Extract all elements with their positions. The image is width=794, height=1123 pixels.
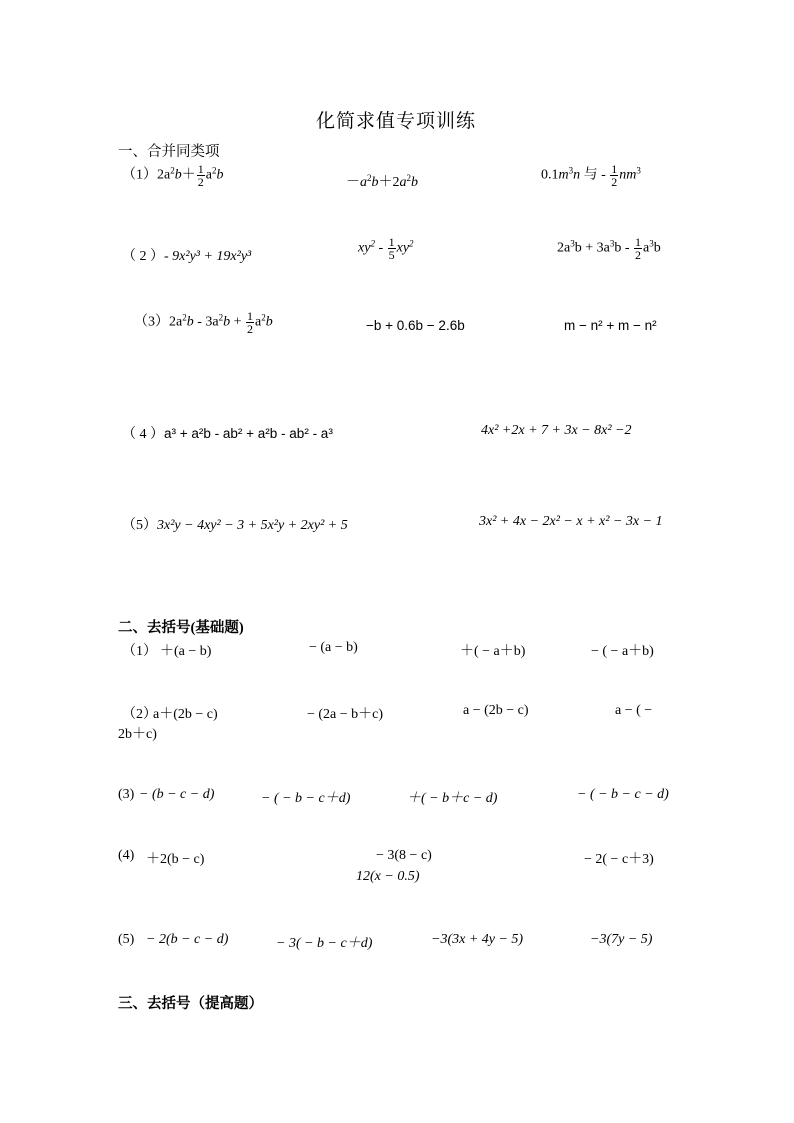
problem-b1-1: ＋(a − b) — [160, 644, 212, 659]
problem-b1-label: （1） — [122, 644, 157, 659]
problem-b1-3: ＋( − a＋b) — [460, 644, 526, 659]
problem-b2-4: a − ( − — [615, 703, 653, 718]
problem-b3-4: − ( − b − c − d) — [577, 787, 669, 802]
problem-b2-1: a＋(2b − c) — [153, 707, 218, 722]
problem-b5-3: −3(3x + 4y − 5) — [431, 932, 524, 947]
problem-1-3: $0.1m^3n$ 与 - $\frac{1}{2}$ $nm^3$ — [541, 162, 641, 189]
problem-b3-3: ＋( − b＋c − d) — [407, 791, 498, 806]
problem-4-2: 4x² +2x + 7 + 3x − 8x² −2 — [481, 423, 632, 438]
problem-b5-1: − 2(b − c − d) — [146, 932, 229, 947]
problem-b3-label: (3) — [118, 787, 135, 802]
section-heading-2: 二、去括号(基础题) — [118, 620, 244, 636]
problem-b4-3: − 2( − c＋3) — [584, 852, 654, 867]
problem-4-1: （ 4 ）a³ + a²b - ab² + a²b - ab² - a³ — [122, 426, 333, 442]
problem-3-1: $(3)2a^2b - 3a^2b$ + $\frac{1}{2}$ $a^2b$ — [134, 309, 273, 336]
problem-b3-1: − (b − c − d) — [139, 787, 215, 802]
problem-3-3: m − n² + m − n² — [564, 318, 657, 333]
problem-2-1: （ 2 ）- 9x²y³ + 19x²y³ — [122, 249, 252, 264]
problem-b5-4: −3(7y − 5) — [590, 932, 653, 947]
problem-b1-4: − ( − a＋b) — [591, 644, 654, 659]
problem-b1-2: − (a − b) — [309, 640, 358, 655]
problem-b2-3: a − (2b − c) — [463, 703, 529, 718]
problem-b2-label: （2） — [122, 707, 157, 722]
problem-b4-2: − 3(8 − c) — [376, 848, 432, 863]
problem-1-1: $(1)2a^2b+$ $\frac{1}{2}$ $a^2b$ — [122, 162, 224, 189]
problem-b3-2: − ( − b − c＋d) — [261, 791, 351, 806]
problem-b5-2: − 3( − b − c＋d) — [276, 936, 373, 951]
problem-2-2: $xy^2$ - $\frac{1}{5}$ $xy^2$ — [358, 235, 414, 262]
problem-3-2: −b + 0.6b − 2.6b — [366, 318, 465, 333]
problem-b5-label: (5) — [118, 932, 135, 947]
problem-b4-label: (4) — [118, 848, 135, 863]
problem-2-3: $2a^3b + 3a^3b$ - $\frac{1}{2}$ $a^3b$ — [557, 235, 661, 262]
section-heading-3: 三、去括号（提高题） — [118, 996, 263, 1012]
problem-b2-2: − (2a − b＋c) — [307, 707, 384, 722]
problem-5-1: （5）3x²y − 4xy² − 3 + 5x²y + 2xy² + 5 — [122, 518, 348, 533]
problem-b4-2b: 12(x − 0.5) — [356, 869, 420, 884]
page-title: 化简求值专项训练 — [316, 111, 477, 132]
problem-b2-4-cont: 2b＋c) — [118, 727, 157, 742]
section-heading-1: 一、合并同类项 — [118, 144, 220, 160]
problem-1-2: $-a^2b+2a^2b$ — [346, 173, 418, 190]
problem-5-2: 3x² + 4x − 2x² − x + x² − 3x − 1 — [479, 514, 663, 529]
problem-b4-1: ＋2(b − c) — [146, 852, 205, 867]
